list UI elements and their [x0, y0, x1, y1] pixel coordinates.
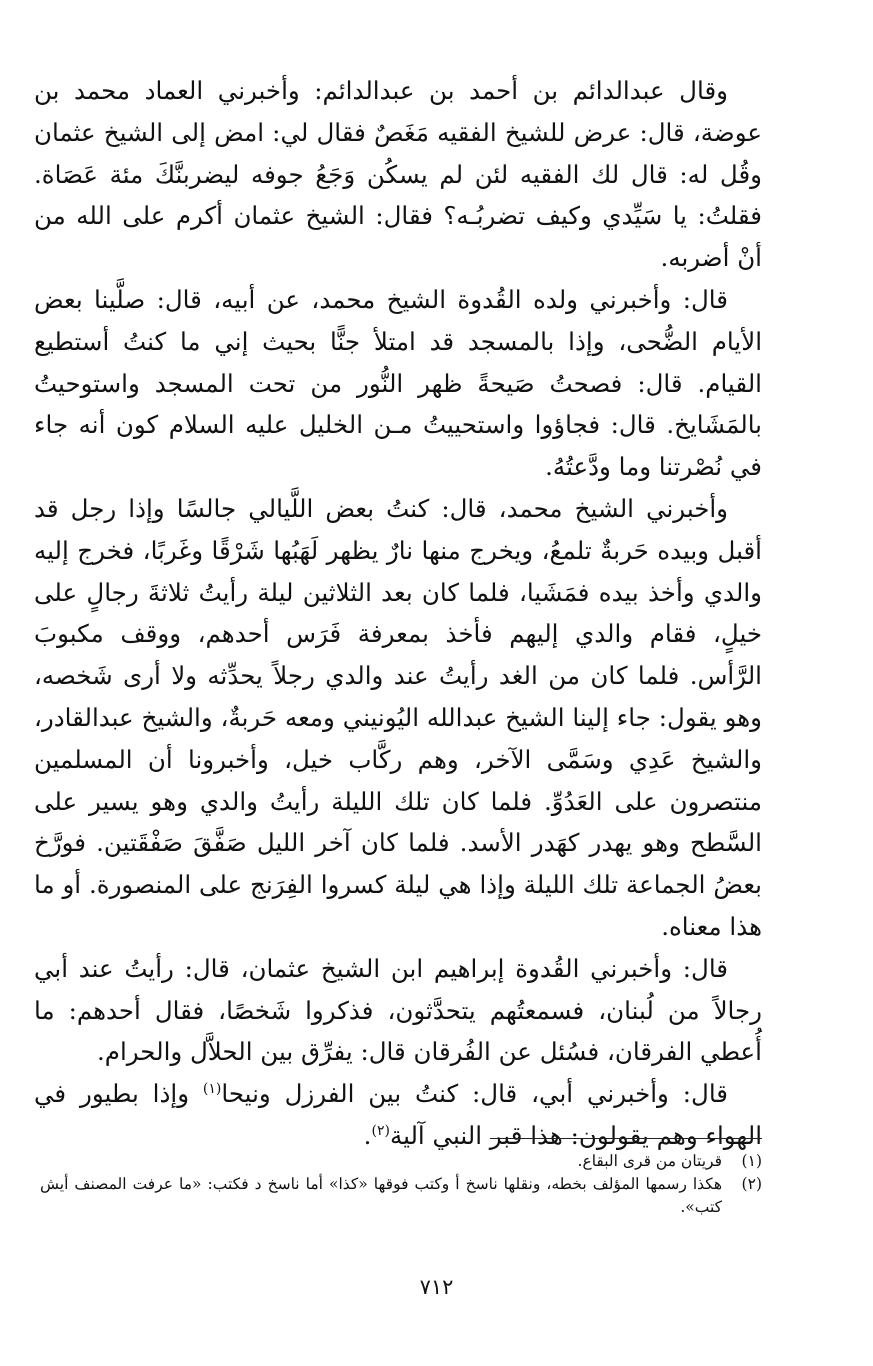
footnote-text: هكذا رسمها المؤلف بخطه، ونقلها ناسخ أ وكتب فوقها «كذا» أما ناسخ د فكتب: «ما عرفت المصنف أيش كتب».: [40, 1175, 722, 1216]
main-text: [34, 70, 762, 1157]
footnote-text: قريتان من قرى البقاع.: [577, 1152, 722, 1170]
paragraph: قال: وأخبرني القُدوة إبراهيم ابن الشيخ عثمان، قال: رأيتُ عند أبي رجالاً من لُبنان، فسمعتُهم يتحدَّثون، فذكروا شَخصًا، فقال أحدهم: ما أُعطي الفرقان، فسُئل عن الفُرقان قال: يفرِّق بين الحلاَّل والحرام.: [34, 953, 762, 1067]
page-number: ٧١٢: [419, 1275, 454, 1299]
footnote-number: (١): [741, 1152, 762, 1170]
paragraph-text: .: [363, 1120, 372, 1150]
paragraph: وأخبرني الشيخ محمد، قال: كنتُ بعض اللَّيالي جالسًا وإذا رجل قد أقبل وبيده حَربةٌ تلمعُ، ويخرج منها نارٌ يظهر لَهَبُها شَرْقًا وغَربًا، فخرج إليه والدي وأخذ بيده فمَشَيا، فلما كان بعد الثلاثين ليلة رأيتُ ثلاثةَ رجالٍ على خيلٍ، فقام والدي إليهم فأخذ بمعرفة فَرَس أحدهم، ووقف مكبوبَ الرَّأس. فلما كان من الغد رأيتُ عند والدي رجلاً يحدِّثه ولا أرى شَخصه، وهو يقول: جاء إلينا الشيخ عبدالله اليُونيني ومعه حَربةٌ، والشيخ عبدالقادر، والشيخ عَدِي وسَمَّى الآخر، وهم ركَّاب خيل، وأخبرونا أن المسلمين منتصرون على العَدُوِّ. فلما كان تلك الليلة رأيتُ والدي وهو يسير على السَّطح وهو يهدر كهَدر الأسد. فلما كان آخر الليل صَفَّقَ صَفْقَتين. فورَّخ بعضُ الجماعة تلك الليلة وإذا هي ليلة كسروا الفِرَنج على المنصورة. أو ما هذا معناه.: [34, 493, 762, 941]
footnote-number: (٢): [741, 1175, 762, 1193]
paragraph: وقال عبدالدائم بن أحمد بن عبدالدائم: وأخبرني العماد محمد بن عوضة، قال: عرض للشيخ الفقيه مَغَصٌ فقال لي: امض إلى الشيخ عثمان وقُل له: قال لك الفقيه لئن لم يسكُن وَجَعُ جوفه ليضربنَّكَ مئة عَصَاة. فقلتُ: يا سَيِّدي وكيف تضربُـه؟ فقال: الشيخ عثمان أكرم على الله من أنْ أضربه.: [34, 76, 762, 273]
footnote-ref-2: (٢): [371, 1122, 390, 1139]
footnote-2: [40, 1173, 762, 1219]
footnote-ref-1: (١): [202, 1080, 222, 1097]
footnote-divider: [490, 1138, 762, 1139]
footnote-1: [40, 1150, 762, 1173]
paragraph-text: قال: وأخبرني أبي، قال: كنتُ بين الفرزل ونيحا: [221, 1079, 728, 1109]
paragraph-text: وإذا بطيور في الهواء وهم يقولون: هذا قبر النبي آلية: [34, 1079, 762, 1150]
footnotes: [40, 1150, 762, 1219]
paragraph-last: [34, 1073, 762, 1157]
paragraph: قال: وأخبرني ولده القُدوة الشيخ محمد، عن أبيه، قال: صلَّينا بعض الأيام الضُّحى، وإذا بالمسجد قد امتلأ جنًّا بحيث إني ما كنتُ أستطيع القيام. قال: فصحتُ صَيحةً ظهر النُّور من تحت المسجد واستوحيتُ بالمَشَايخ. قال: فجاؤوا واستحييتُ مـن الخليل عليه السلام كون أنه جاء في نُصْرتنا وما ودَّعتُهُ.: [34, 284, 762, 482]
